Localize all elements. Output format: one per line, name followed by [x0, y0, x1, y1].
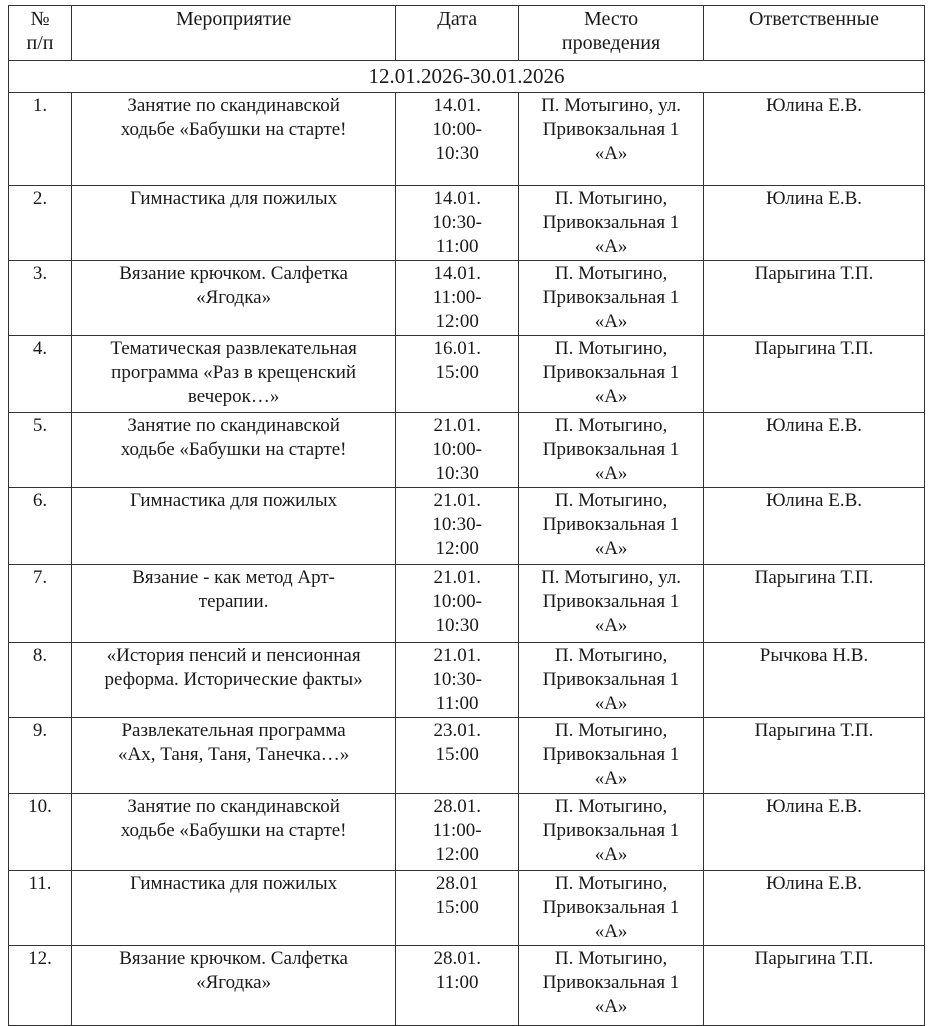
cell-date: 21.01. 10:30- 12:00: [396, 488, 519, 565]
cell-num: 5.: [9, 413, 72, 488]
table-row: [9, 413, 925, 488]
table-row: [9, 261, 925, 336]
cell-num: 11.: [9, 871, 72, 946]
cell-event: Гимнастика для пожилых: [71, 186, 395, 261]
cell-event: Гимнастика для пожилых: [71, 871, 395, 946]
period-row: [9, 61, 925, 93]
cell-date: 14.01. 10:00- 10:30: [396, 93, 519, 186]
cell-date: 14.01. 11:00- 12:00: [396, 261, 519, 336]
cell-num: 1.: [9, 93, 72, 186]
cell-place: П. Мотыгино, Привокзальная 1 «А»: [519, 794, 704, 871]
table-row: [9, 336, 925, 413]
table-row: [9, 186, 925, 261]
cell-place: П. Мотыгино, Привокзальная 1 «А»: [519, 261, 704, 336]
cell-place: П. Мотыгино, Привокзальная 1 «А»: [519, 643, 704, 718]
table-row: [9, 565, 925, 643]
header-responsible: Ответственные: [703, 6, 924, 61]
cell-event: «История пенсий и пенсионная реформа. Исторические факты»: [71, 643, 395, 718]
cell-date: 28.01. 11:00: [396, 946, 519, 1026]
cell-event: Занятие по скандинавской ходьбе «Бабушки на старте!: [71, 413, 395, 488]
cell-event: Тематическая развлекательная программа «Раз в крещенский вечерок…»: [71, 336, 395, 413]
cell-responsible: Парыгина Т.П.: [703, 261, 924, 336]
cell-place: П. Мотыгино, Привокзальная 1 «А»: [519, 946, 704, 1026]
cell-event: Вязание крючком. Салфетка «Ягодка»: [71, 261, 395, 336]
cell-event: Гимнастика для пожилых: [71, 488, 395, 565]
cell-num: 4.: [9, 336, 72, 413]
cell-event: Развлекательная программа «Ах, Таня, Таня, Танечка…»: [71, 718, 395, 794]
cell-event: Вязание крючком. Салфетка «Ягодка»: [71, 946, 395, 1026]
cell-num: 3.: [9, 261, 72, 336]
header-event: Мероприятие: [71, 6, 395, 61]
cell-place: П. Мотыгино, Привокзальная 1 «А»: [519, 488, 704, 565]
cell-place: П. Мотыгино, Привокзальная 1 «А»: [519, 186, 704, 261]
cell-place: П. Мотыгино, ул. Привокзальная 1 «А»: [519, 93, 704, 186]
cell-place: П. Мотыгино, Привокзальная 1 «А»: [519, 413, 704, 488]
cell-responsible: Парыгина Т.П.: [703, 565, 924, 643]
header-place: Место проведения: [519, 6, 704, 61]
cell-date: 28.01 15:00: [396, 871, 519, 946]
cell-event: Занятие по скандинавской ходьбе «Бабушки на старте!: [71, 93, 395, 186]
schedule-table: [8, 5, 925, 1026]
cell-date: 14.01. 10:30- 11:00: [396, 186, 519, 261]
cell-date: 23.01. 15:00: [396, 718, 519, 794]
cell-event: Вязание - как метод Арт- терапии.: [71, 565, 395, 643]
header-date: Дата: [396, 6, 519, 61]
cell-responsible: Рычкова Н.В.: [703, 643, 924, 718]
cell-responsible: Парыгина Т.П.: [703, 946, 924, 1026]
cell-date: 16.01. 15:00: [396, 336, 519, 413]
cell-place: П. Мотыгино, Привокзальная 1 «А»: [519, 718, 704, 794]
cell-responsible: Парыгина Т.П.: [703, 336, 924, 413]
table-row: [9, 718, 925, 794]
table-row: [9, 871, 925, 946]
cell-num: 7.: [9, 565, 72, 643]
cell-num: 10.: [9, 794, 72, 871]
period: 12.01.2026-30.01.2026: [9, 61, 925, 93]
table-row: [9, 643, 925, 718]
cell-responsible: Парыгина Т.П.: [703, 718, 924, 794]
table-row: [9, 794, 925, 871]
header-num: № п/п: [9, 6, 72, 61]
cell-date: 28.01. 11:00- 12:00: [396, 794, 519, 871]
cell-place: П. Мотыгино, Привокзальная 1 «А»: [519, 871, 704, 946]
cell-event: Занятие по скандинавской ходьбе «Бабушки на старте!: [71, 794, 395, 871]
cell-place: П. Мотыгино, ул. Привокзальная 1 «А»: [519, 565, 704, 643]
header-row: [9, 6, 925, 61]
cell-responsible: Юлина Е.В.: [703, 488, 924, 565]
cell-num: 8.: [9, 643, 72, 718]
cell-responsible: Юлина Е.В.: [703, 794, 924, 871]
table-row: [9, 93, 925, 186]
cell-num: 6.: [9, 488, 72, 565]
cell-num: 12.: [9, 946, 72, 1026]
table-row: [9, 946, 925, 1026]
cell-responsible: Юлина Е.В.: [703, 93, 924, 186]
table-row: [9, 488, 925, 565]
cell-responsible: Юлина Е.В.: [703, 186, 924, 261]
cell-place: П. Мотыгино, Привокзальная 1 «А»: [519, 336, 704, 413]
cell-responsible: Юлина Е.В.: [703, 871, 924, 946]
cell-date: 21.01. 10:00- 10:30: [396, 565, 519, 643]
cell-num: 2.: [9, 186, 72, 261]
cell-num: 9.: [9, 718, 72, 794]
cell-responsible: Юлина Е.В.: [703, 413, 924, 488]
cell-date: 21.01. 10:30- 11:00: [396, 643, 519, 718]
cell-date: 21.01. 10:00- 10:30: [396, 413, 519, 488]
